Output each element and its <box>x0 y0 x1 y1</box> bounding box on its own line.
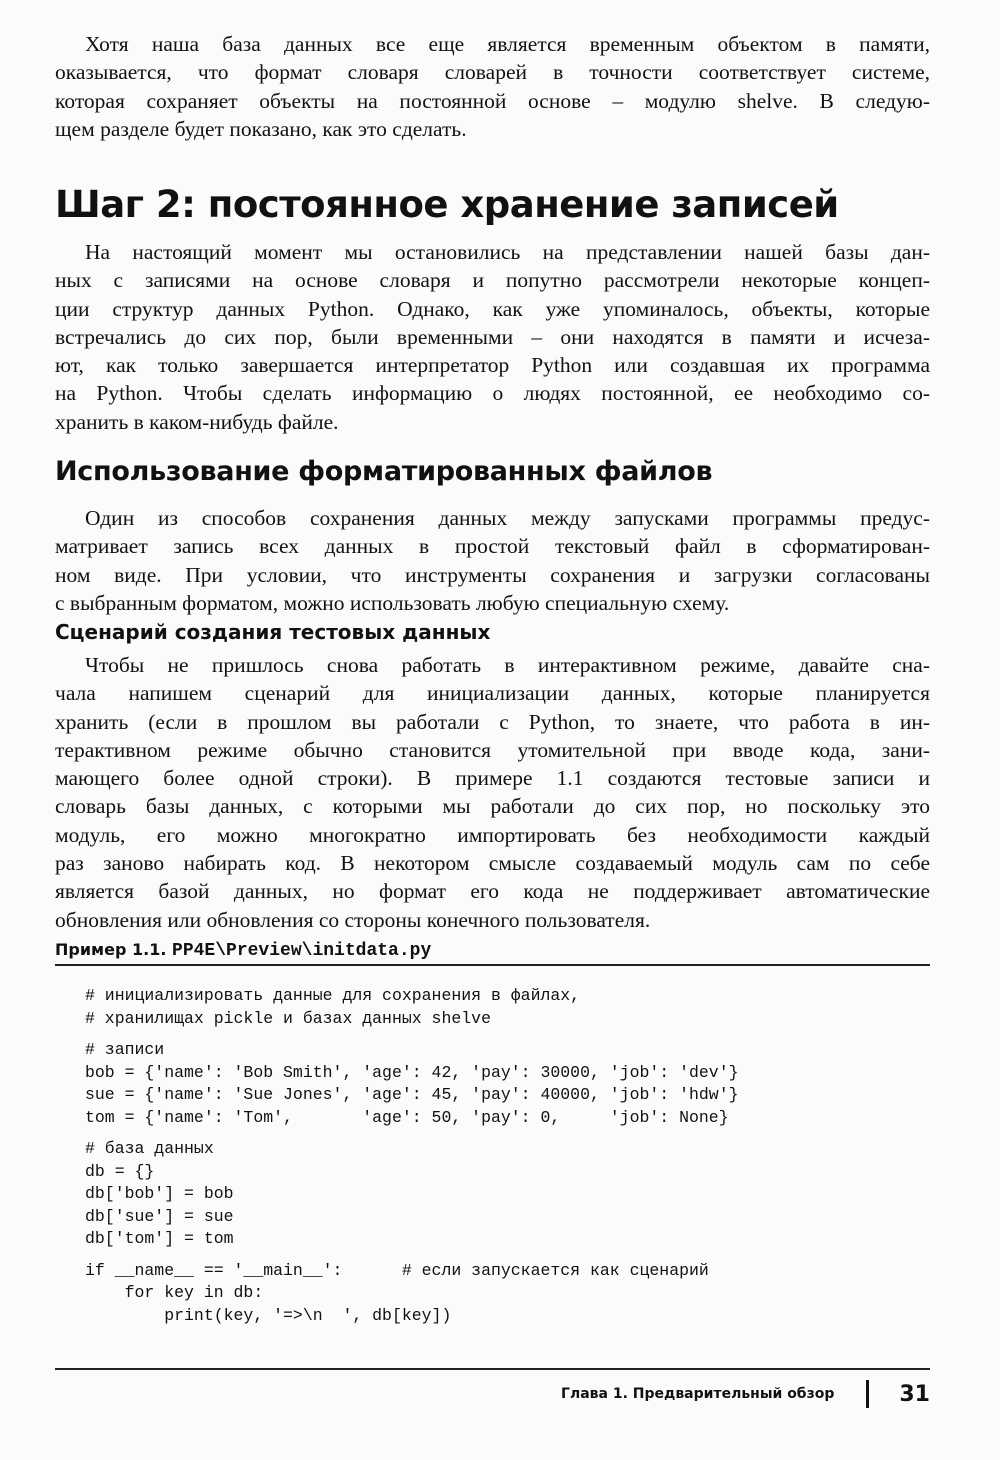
chapter-title: Глава 1. Предварительный обзор <box>561 1386 835 1402</box>
text-line: мающего более одной строки). В примере 1.1 создаются тестовые записи и <box>55 766 930 791</box>
page-number: 31 <box>899 1381 930 1407</box>
text-line: хранить в каком-нибудь файле. <box>55 409 339 434</box>
code-line: # инициализировать данные для сохранения в файлах, <box>85 986 581 1005</box>
section-heading: Шаг 2: постоянное хранение записей <box>55 183 839 226</box>
text-line: Один из способов сохранения данных между запусками программы предус- <box>85 506 930 530</box>
subsubsection-heading: Сценарий создания тестовых данных <box>55 620 491 644</box>
text-line: встречались до сих пор, были временными – они находятся в памяти и исчеза- <box>55 324 930 349</box>
text-line: терактивном режиме обычно становится утомительной при вводе кода, зани- <box>55 737 930 762</box>
text-line: ции структур данных Python. Однако, как уже упоминалось, объекты, которые <box>55 296 930 321</box>
text-line: щем разделе будет показано, как это сделать. <box>55 116 467 141</box>
paragraph-formatted-files <box>55 504 930 617</box>
page-footer <box>561 1380 930 1408</box>
code-listing <box>85 985 739 1327</box>
text-line: чала напишем сценарий для инициализации данных, которые планируется <box>55 681 930 706</box>
code-gap <box>85 1251 739 1260</box>
code-line: # база данных <box>85 1139 214 1158</box>
text-line: модуль, его можно многократно импортировать без необходимости каждый <box>55 822 930 847</box>
text-line: хранить (если в прошлом вы работали с Python, то знаете, что работа в ин- <box>55 709 930 734</box>
paragraph-test-data <box>55 651 930 934</box>
text-line: ют, как только завершается интерпретатор Python или создавшая их программа <box>55 353 930 378</box>
code-line: db['sue'] = sue <box>85 1206 234 1226</box>
example-label: Пример 1.1. <box>55 940 167 959</box>
text-line: на Python. Чтобы сделать информацию о людях постоянной, ее необходимо со- <box>55 381 930 406</box>
footer-divider <box>866 1380 869 1408</box>
caption-rule <box>55 964 930 966</box>
code-gap <box>85 1129 739 1138</box>
code-line: db['bob'] = bob <box>85 1184 234 1203</box>
text-line: которая сохраняет объекты на постоянной основе – модулю shelve. В следую- <box>55 88 930 113</box>
text-line: является базой данных, но формат его кода не поддерживает автоматические <box>55 879 930 904</box>
example-path: PP4E\Preview\initdata.py <box>172 941 432 961</box>
text-line: ных с записями на основе словаря и попутно рассмотрели некоторые концеп- <box>55 268 930 293</box>
text-line: оказывается, что формат словаря словарей в точности соответствует системе, <box>55 60 930 85</box>
code-line: db = {} <box>85 1161 155 1181</box>
paragraph-intro <box>55 30 930 143</box>
text-line: матривает запись всех данных в простой текстовый файл в сформатирован- <box>55 534 930 559</box>
text-line: с выбранным форматом, можно использовать любую специальную схему. <box>55 590 730 615</box>
code-line: if __name__ == '__main__': # если запускается как сценарий <box>85 1260 709 1280</box>
text-line: Чтобы не пришлось снова работать в интерактивном режиме, давайте сна- <box>85 653 930 677</box>
code-line: bob = {'name': 'Bob Smith', 'age': 42, 'pay': 30000, 'job': 'dev'} <box>85 1062 739 1082</box>
code-line: db['tom'] = tom <box>85 1229 234 1248</box>
text-line: На настоящий момент мы остановились на представлении нашей базы дан- <box>85 240 930 264</box>
subsection-heading: Использование форматированных файлов <box>55 456 713 487</box>
code-line: # хранилищах pickle и базах данных shelve <box>85 1008 491 1028</box>
code-line: tom = {'name': 'Tom', 'age': 50, 'pay': 0, 'job': None} <box>85 1107 729 1127</box>
code-line: sue = {'name': 'Sue Jones', 'age': 45, 'pay': 40000, 'job': 'hdw'} <box>85 1085 739 1104</box>
footer-rule <box>55 1368 930 1370</box>
code-line: # записи <box>85 1040 165 1059</box>
text-line: обновления или обновления со стороны конечного пользователя. <box>55 907 651 932</box>
code-line: print(key, '=>\n ', db[key]) <box>85 1305 452 1325</box>
text-line: словарь базы данных, с которыми мы работали до сих пор, но поскольку это <box>55 794 930 819</box>
paragraph-step2 <box>55 238 930 436</box>
code-gap <box>85 1030 739 1039</box>
example-caption <box>55 940 431 961</box>
code-line: for key in db: <box>85 1283 264 1302</box>
text-line: ном виде. При условии, что инструменты сохранения и загрузки согласованы <box>55 562 930 587</box>
text-line: Хотя наша база данных все еще является временным объектом в памяти, <box>85 32 930 56</box>
text-line: раз заново набирать код. В некотором смысле создаваемый модуль сам по себе <box>55 851 930 876</box>
